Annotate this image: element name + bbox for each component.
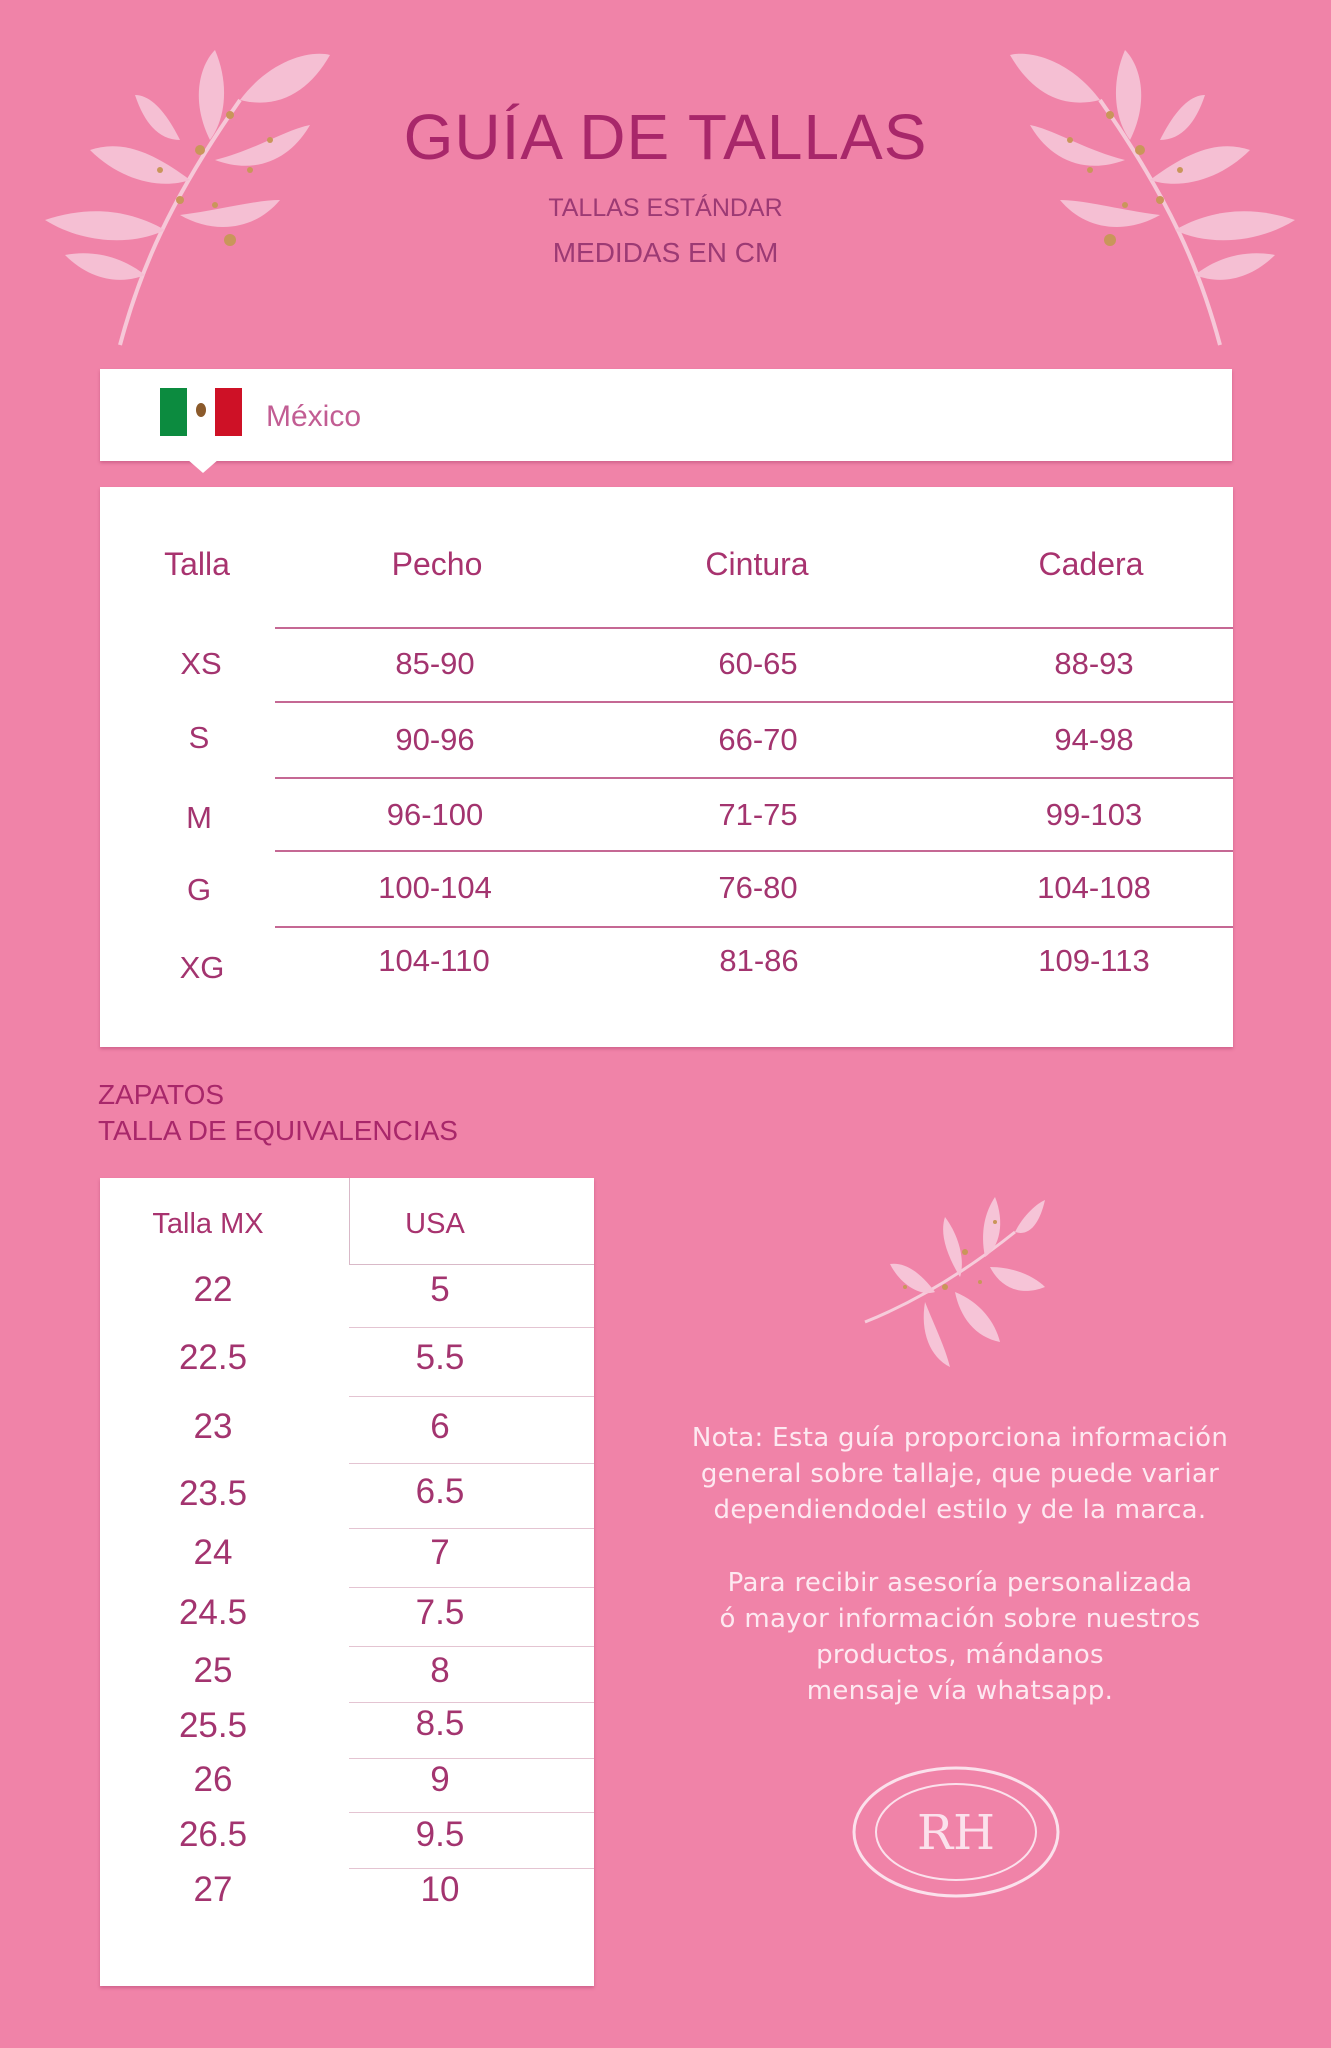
usa-size-cell: 6.5	[415, 1472, 465, 1511]
note-line: general sobre tallaje, que puede variar	[700, 1459, 1220, 1489]
note-line: Para recibir asesoría personalizada	[727, 1568, 1193, 1598]
chest-cell: 100-104	[378, 870, 492, 905]
tab-pointer	[187, 459, 219, 473]
mx-size-cell: 26	[193, 1760, 233, 1799]
mx-size-cell: 25.5	[178, 1706, 248, 1745]
leaf-branch-icon	[845, 1192, 1045, 1372]
waist-cell: 76-80	[718, 870, 798, 905]
row-divider	[349, 1463, 594, 1464]
row-divider	[349, 1812, 594, 1813]
hip-cell: 99-103	[1045, 797, 1143, 832]
country-tab[interactable]	[100, 369, 1232, 461]
row-divider	[275, 777, 1233, 779]
row-divider	[275, 627, 1233, 629]
waist-cell: 71-75	[718, 797, 798, 832]
usa-size-cell: 5.5	[415, 1338, 465, 1377]
usa-size-cell: 8	[430, 1651, 450, 1690]
mx-size-cell: 24	[193, 1533, 233, 1572]
size-cell: G	[186, 872, 212, 907]
size-cell: XS	[180, 646, 222, 681]
hip-cell: 104-108	[1037, 870, 1151, 905]
size-table	[100, 487, 1233, 1047]
shoes-subtitle: TALLA DE EQUIVALENCIAS	[98, 1115, 458, 1146]
usa-size-cell: 10	[420, 1870, 460, 1909]
contact-paragraph	[640, 1565, 1280, 1709]
chest-cell: 90-96	[395, 722, 475, 757]
waist-cell: 60-65	[718, 646, 798, 681]
row-divider	[275, 926, 1233, 928]
column-divider	[349, 1178, 350, 1264]
units-label: MEDIDAS EN CM	[552, 237, 779, 268]
usa-size-cell: 5	[430, 1270, 450, 1309]
mx-size-cell: 26.5	[178, 1815, 248, 1854]
mx-size-cell: 22	[193, 1270, 233, 1309]
row-divider	[349, 1868, 594, 1869]
mx-size-cell: 25	[193, 1651, 233, 1690]
note-line: dependiendodel estilo y de la marca.	[713, 1495, 1207, 1525]
mx-size-cell: 23.5	[178, 1474, 248, 1513]
chest-cell: 104-110	[378, 943, 490, 978]
row-divider	[349, 1758, 594, 1759]
shoe-size-table	[100, 1178, 594, 1986]
usa-size-cell: 9.5	[415, 1815, 465, 1854]
mx-size-cell: 22.5	[178, 1338, 248, 1377]
size-cell: M	[186, 800, 212, 835]
usa-size-cell: 9	[430, 1760, 450, 1799]
hip-cell: 94-98	[1054, 722, 1134, 757]
mexico-flag-icon	[160, 388, 242, 436]
usa-size-cell: 8.5	[415, 1704, 465, 1743]
usa-size-cell: 6	[430, 1407, 450, 1446]
header-cell: Cadera	[1038, 546, 1144, 582]
note-line: Nota: Esta guía proporciona información	[691, 1423, 1229, 1453]
page-subtitle: TALLAS ESTÁNDAR	[548, 194, 783, 222]
note-line: ó mayor información sobre nuestros	[719, 1604, 1201, 1634]
page-title: GUÍA DE TALLAS	[403, 101, 928, 173]
logo-monogram: RH	[917, 1805, 995, 1861]
note-line: mensaje vía whatsapp.	[806, 1676, 1114, 1706]
mx-size-cell: 27	[193, 1870, 233, 1909]
country-name: México	[266, 400, 362, 433]
row-divider	[275, 701, 1233, 703]
waist-cell: 81-86	[719, 943, 799, 978]
row-divider	[275, 850, 1233, 852]
header-cell: USA	[405, 1208, 465, 1240]
waist-cell: 66-70	[718, 722, 798, 757]
mx-size-cell: 23	[193, 1407, 233, 1446]
row-divider	[349, 1396, 594, 1397]
row-divider	[349, 1646, 594, 1647]
row-divider	[349, 1327, 594, 1328]
usa-size-cell: 7	[430, 1533, 450, 1572]
brand-logo	[851, 1765, 1061, 1899]
shoes-heading	[98, 1077, 458, 1149]
row-divider	[349, 1264, 594, 1265]
size-cell: XG	[179, 950, 225, 985]
note-line: productos, mándanos	[816, 1640, 1104, 1670]
usa-size-cell: 7.5	[415, 1593, 465, 1632]
header-cell: Talla MX	[152, 1208, 264, 1240]
row-divider	[349, 1587, 594, 1588]
hip-cell: 109-113	[1038, 943, 1150, 978]
header-cell: Cintura	[705, 546, 809, 582]
chest-cell: 85-90	[395, 646, 475, 681]
chest-cell: 96-100	[386, 797, 484, 832]
mx-size-cell: 24.5	[178, 1593, 248, 1632]
row-divider	[349, 1702, 594, 1703]
header-cell: Pecho	[391, 546, 483, 582]
note-paragraph	[640, 1420, 1280, 1528]
shoes-title: ZAPATOS	[98, 1079, 225, 1110]
header-cell: Talla	[164, 546, 230, 582]
hip-cell: 88-93	[1054, 646, 1134, 681]
size-cell: S	[188, 720, 210, 755]
row-divider	[349, 1528, 594, 1529]
